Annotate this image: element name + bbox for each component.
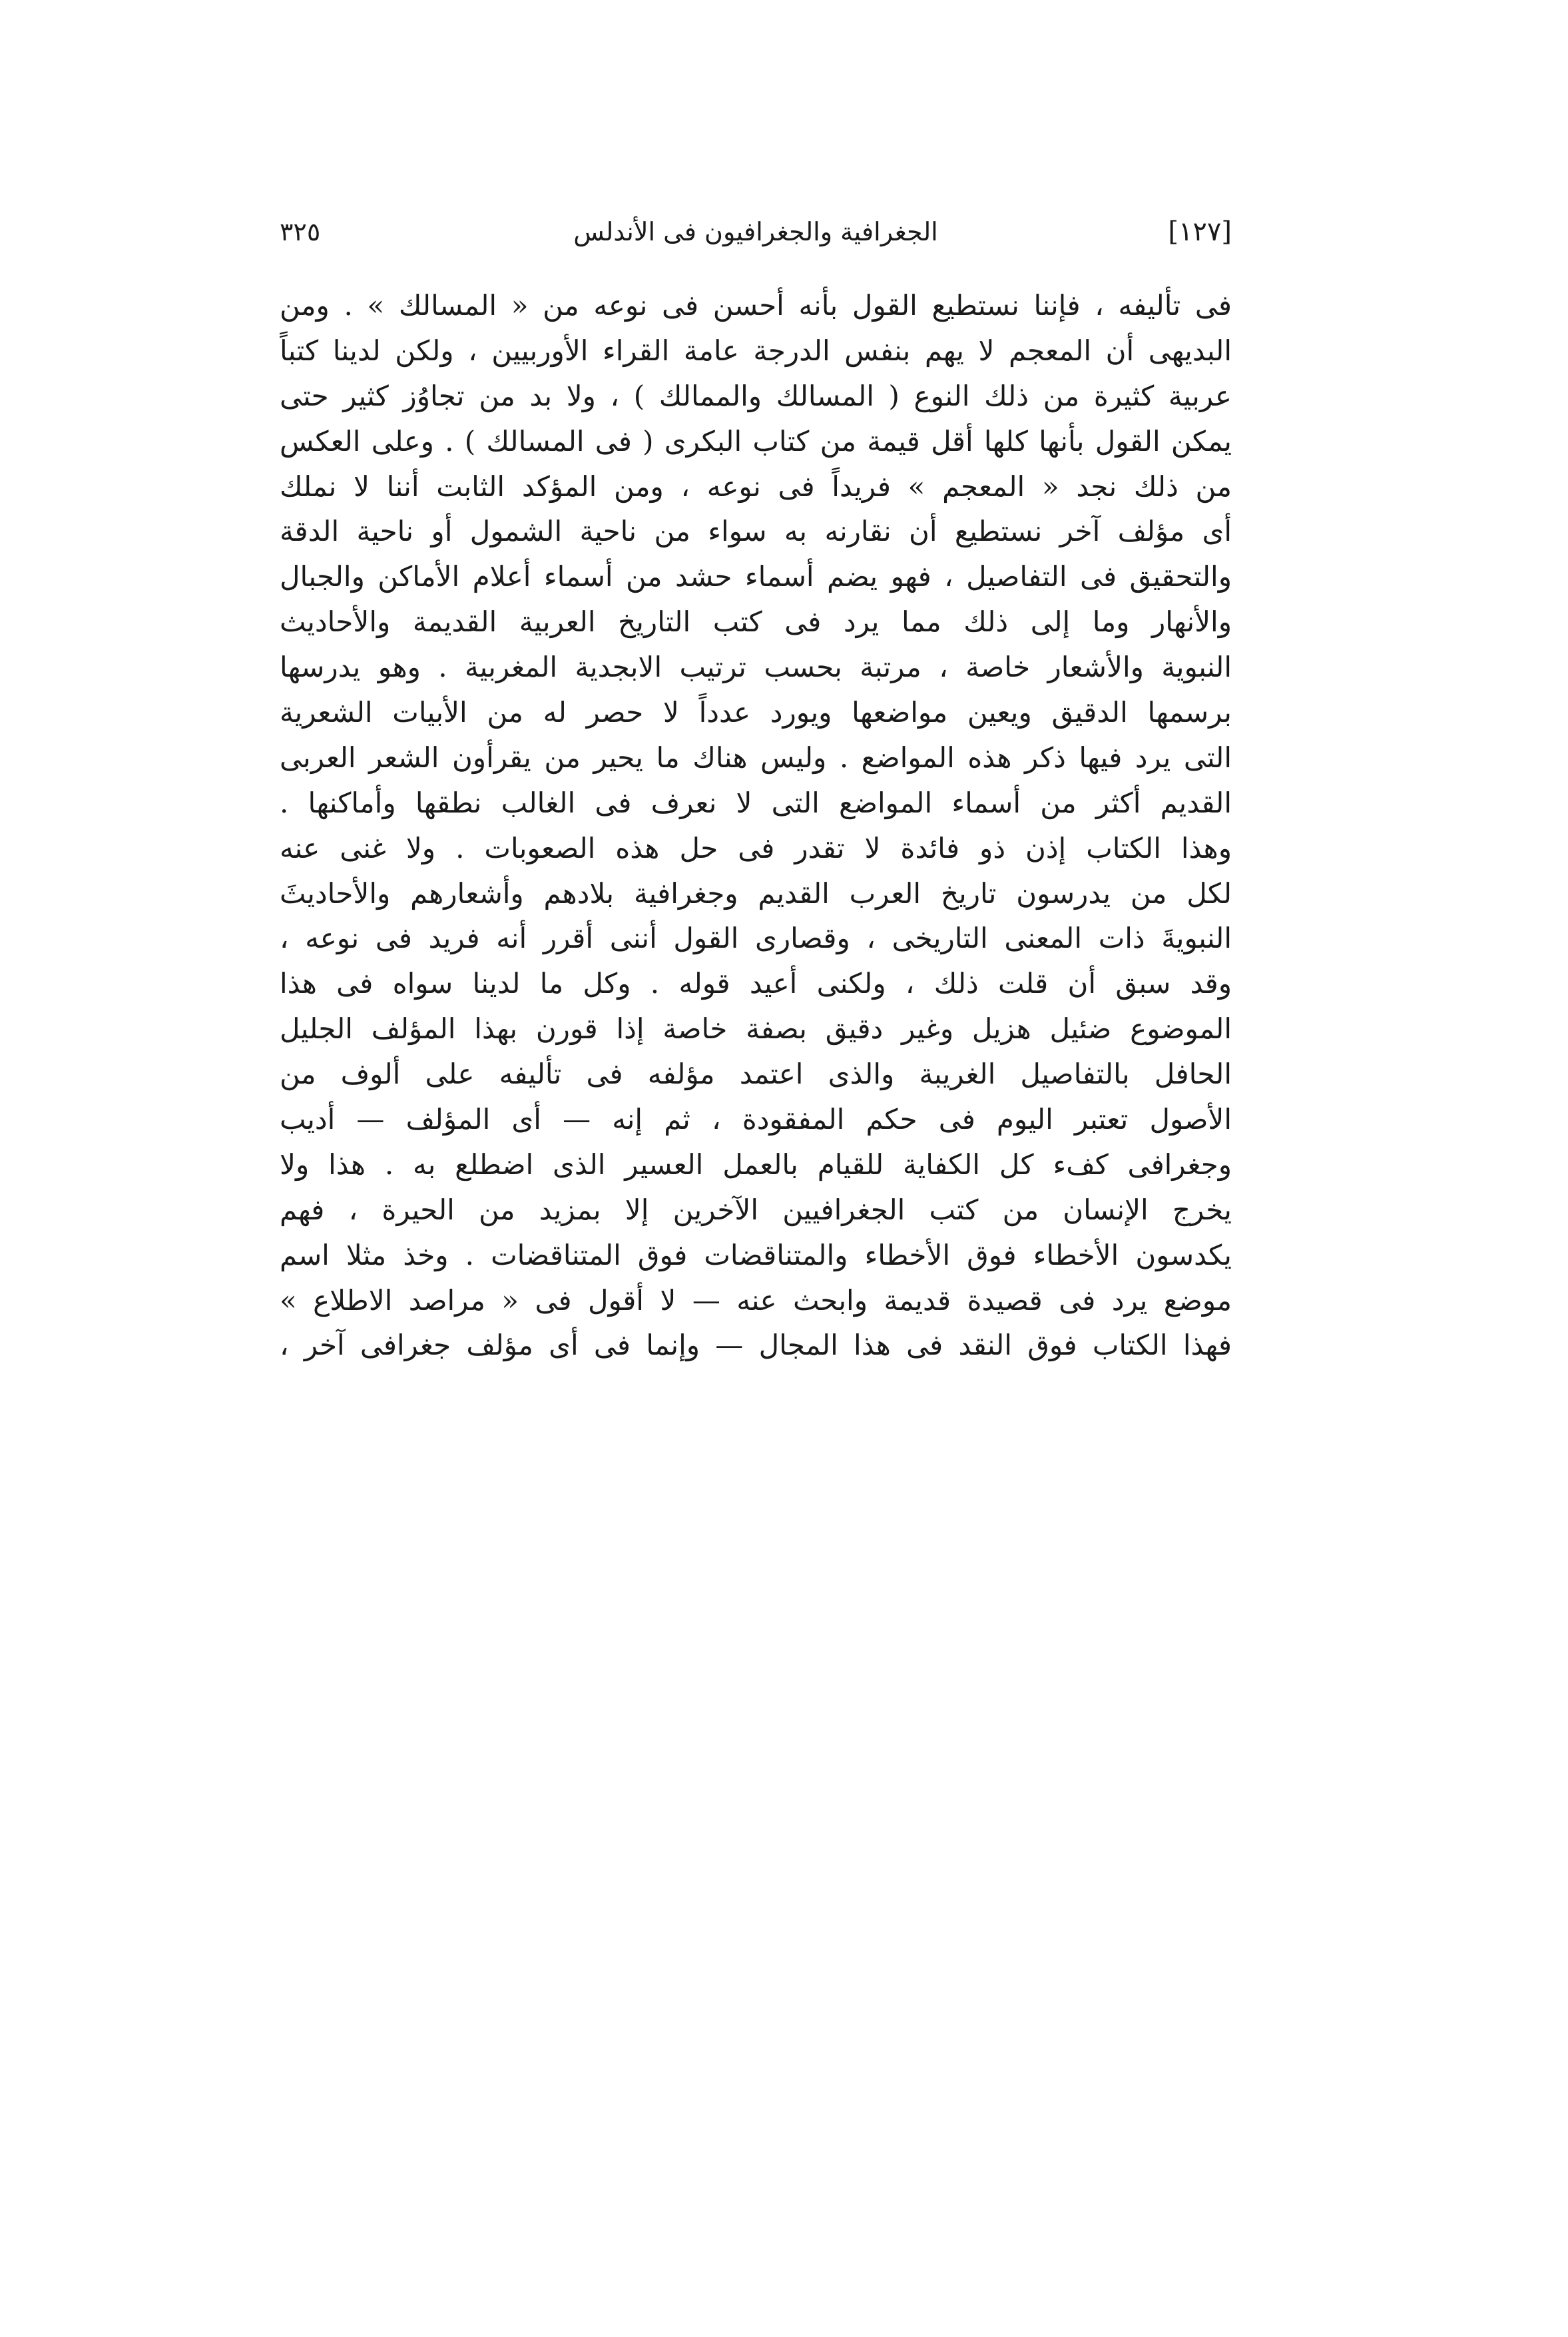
text-line: عربية كثيرة من ذلك النوع ( المسالك والممالك ) ، ولا بد من تجاوُز كثير حتى: [280, 379, 1232, 412]
text-line: موضع يرد فى قصيدة قديمة وابحث عنه — لا أقول فى « مراصد الاطلاع »: [280, 1283, 1232, 1317]
page-number: ٣٢٥: [280, 217, 321, 246]
text-line: يكدسون الأخطاء فوق الأخطاء والمتناقضات فوق المتناقضات . وخذ مثلا اسم: [280, 1238, 1232, 1271]
text-line: وقد سبق أن قلت ذلك ، ولكنى أعيد قوله . وكل ما لدينا سواه فى هذا: [280, 967, 1232, 1000]
text-line: من ذلك نجد « المعجم » فريداً فى نوعه ، ومن المؤكد الثابت أننا لا نملك: [280, 470, 1232, 503]
text-line: النبوية والأشعار خاصة ، مرتبة بحسب ترتيب الابجدية المغربية . وهو يدرسها: [280, 651, 1232, 684]
text-line: النبويةَ ذات المعنى التاريخى ، وقصارى القول أننى أقرر أنه فريد فى نوعه ،: [280, 922, 1232, 955]
section-marker: [١٢٧]: [1168, 216, 1232, 247]
text-line: برسمها الدقيق ويعين مواضعها ويورد عدداً لا حصر له من الأبيات الشعرية: [280, 696, 1232, 729]
text-line: التى يرد فيها ذكر هذه المواضع . وليس هناك ما يحير من يقرأون الشعر العربى: [280, 741, 1232, 774]
text-line: وهذا الكتاب إذن ذو فائدة لا تقدر فى حل هذه الصعوبات . ولا غنى عنه: [280, 831, 1232, 864]
text-line: يخرج الإنسان من كتب الجغرافيين الآخرين إلا بمزيد من الحيرة ، فهم: [280, 1193, 1232, 1226]
text-line: فهذا الكتاب فوق النقد فى هذا المجال — وإنما فى أى مؤلف جغرافى آخر ،: [280, 1329, 1232, 1362]
text-line: الموضوع ضئيل هزيل وغير دقيق بصفة خاصة إذا قورن بهذا المؤلف الجليل: [280, 1012, 1232, 1046]
text-line: والأنهار وما إلى ذلك مما يرد فى كتب التاريخ العربية القديمة والأحاديث: [280, 605, 1232, 639]
text-line: الحافل بالتفاصيل الغريبة والذى اعتمد مؤلفه فى تأليفه على ألوف من: [280, 1058, 1232, 1091]
text-line: والتحقيق فى التفاصيل ، فهو يضم أسماء حشد من أسماء أعلام الأماكن والجبال: [280, 560, 1232, 593]
body-text: [280, 283, 1232, 1368]
text-line: الأصول تعتبر اليوم فى حكم المفقودة ، ثم إنه — أى المؤلف — أديب: [280, 1103, 1232, 1136]
text-line: القديم أكثر من أسماء المواضع التى لا نعرف فى الغالب نطقها وأماكنها .: [280, 786, 1232, 819]
text-line: يمكن القول بأنها كلها أقل قيمة من كتاب البكرى ( فى المسالك ) . وعلى العكس: [280, 424, 1232, 458]
text-line: أى مؤلف آخر نستطيع أن نقارنه به سواء من ناحية الشمول أو ناحية الدقة: [280, 515, 1232, 548]
text-line: فى تأليفه ، فإننا نستطيع القول بأنه أحسن فى نوعه من « المسالك » . ومن: [280, 289, 1232, 322]
page-header: [280, 212, 1232, 252]
text-line: لكل من يدرسون تاريخ العرب القديم وجغرافية بلادهم وأشعارهم والأحاديثَ: [280, 876, 1232, 910]
running-title: الجغرافية والجغرافيون فى الأندلس: [573, 217, 938, 246]
text-line: البديهى أن المعجم لا يهم بنفس الدرجة عامة القراء الأوربيين ، ولكن لدينا كتباً: [280, 334, 1232, 367]
text-line: وجغرافى كفء كل الكفاية للقيام بالعمل العسير الذى اضطلع به . هذا ولا: [280, 1148, 1232, 1181]
